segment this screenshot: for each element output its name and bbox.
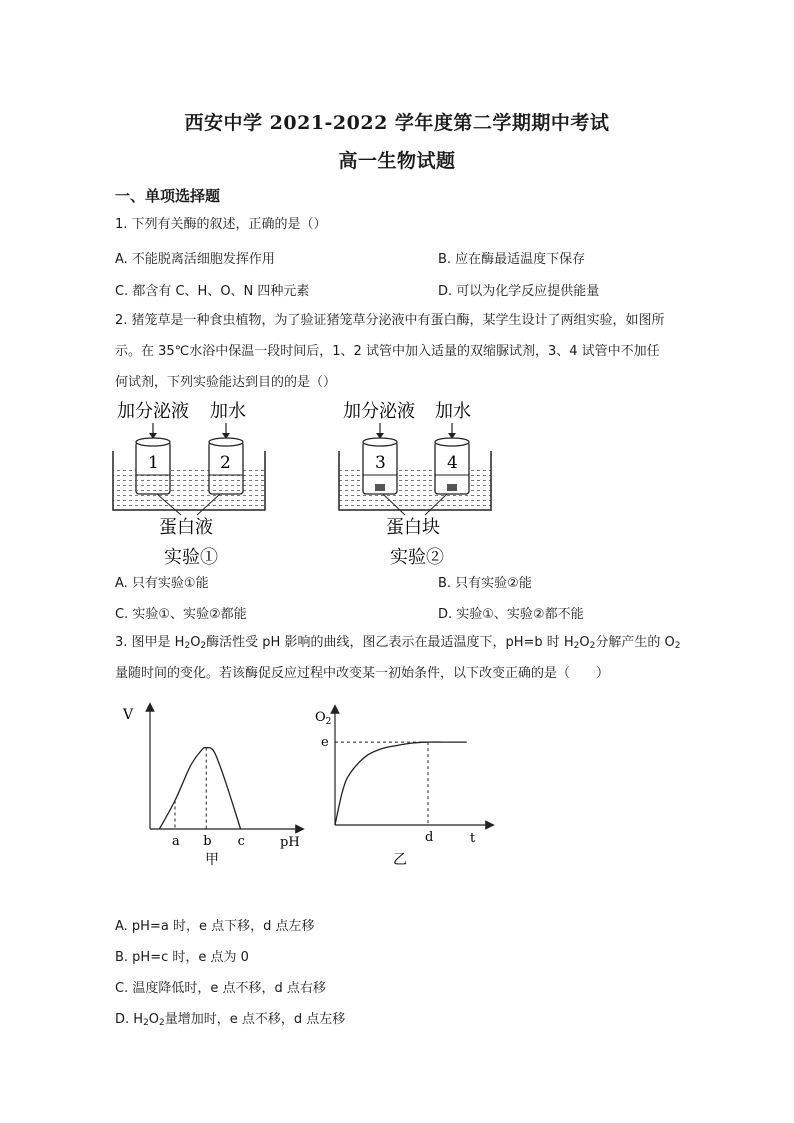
q3-option-d — [115, 1008, 345, 1027]
exp1-tube-1-liquid — [137, 475, 169, 493]
q3-option-d-text-3: 量增加时，e 点不移，d 点左移 — [164, 1012, 346, 1027]
exp2-tube-4-protein-block — [447, 484, 457, 491]
exp2-tube-3-rim — [363, 438, 397, 446]
q3-stem-sub-3: 2 — [573, 641, 580, 651]
exp2-add-secretion-label: 加分泌液 — [343, 401, 415, 422]
exp2-add-water-label: 加水 — [435, 401, 471, 422]
experiment-1 — [113, 401, 265, 568]
q3-option-d-sub-2: 2 — [159, 1018, 165, 1028]
yi-tick-e: e — [321, 735, 329, 751]
jia-y-label: V — [123, 707, 134, 723]
q3-stem-sub-2: 2 — [200, 641, 207, 651]
q3-chart-yi — [305, 697, 505, 872]
section-heading: 一、单项选择题 — [115, 187, 221, 205]
yi-tick-d: d — [425, 830, 434, 845]
jia-marks — [172, 748, 245, 849]
jia-tick-c: c — [237, 834, 245, 849]
exp1-content-label: 蛋白液 — [159, 517, 213, 538]
q1-option-c: C. 都含有 C、H、O、N 四种元素 — [115, 284, 310, 299]
exp2-tube-4-rim — [435, 438, 469, 446]
yi-y-label: $O_2$ — [315, 710, 332, 727]
jia-tick-a: a — [172, 834, 180, 849]
q2-option-d: D. 实验①、实验②都不能 — [438, 607, 584, 622]
q3-stem-sub-1: 2 — [184, 641, 191, 651]
q1-option-d: D. 可以为化学反应提供能量 — [438, 284, 600, 299]
q2-option-a: A. 只有实验①能 — [115, 576, 209, 591]
exam-subtitle: 高一生物试题 — [338, 150, 456, 172]
q2-stem-line1: 2. 猪笼草是一种食虫植物，为了验证猪笼草分泌液中有蛋白酶，某学生设计了两组实验，如图所 — [115, 313, 665, 328]
q3-stem-line1 — [115, 634, 715, 652]
yi-curve — [335, 742, 467, 825]
q3-stem-text-2: O — [190, 635, 201, 650]
jia-x-label: pH — [280, 835, 300, 850]
exp1-add-secretion-label: 加分泌液 — [117, 401, 189, 422]
q2-stem-line3: 何试剂，下列实验能达到目的的是（） — [115, 375, 337, 390]
jia-curve — [159, 748, 240, 829]
yi-title: 乙 — [393, 852, 407, 868]
jia-tick-b: b — [203, 834, 212, 849]
q1-stem: 1. 下列有关酶的叙述，正确的是（） — [115, 217, 327, 232]
exp1-tube-2-label: 2 — [220, 453, 231, 473]
q3-stem-text-1: 3. 图甲是 H — [115, 635, 185, 650]
q2-stem-line2: 示。在 35℃水浴中保温一段时间后，1、2 试管中加入适量的双缩脲试剂，3、4 试管中不加任 — [115, 344, 660, 359]
exp2-content-label: 蛋白块 — [386, 517, 440, 538]
q3-stem-text-4: O — [579, 635, 590, 650]
q3-stem-text-5: 分解产生的 O — [595, 635, 675, 650]
q3-stem-line2: 量随时间的变化。若该酶促反应过程中改变某一初始条件，以下改变正确的是（ ） — [115, 666, 610, 681]
exp1-tube-2-rim — [209, 438, 243, 446]
q3-option-d-sub-1: 2 — [143, 1018, 149, 1028]
experiment-2 — [339, 401, 491, 568]
q3-chart-jia — [115, 697, 310, 872]
q2-option-c: C. 实验①、实验②都能 — [115, 607, 247, 622]
q3-stem-sub-5: 2 — [674, 641, 681, 651]
exp2-tube-3-protein-block — [375, 484, 385, 491]
exp1-add-water-label: 加水 — [210, 401, 246, 422]
yi-marks — [321, 735, 433, 845]
exam-title: 西安中学 2021-2022 学年度第二学期期中考试 — [184, 112, 610, 134]
q1-option-b: B. 应在酶最适温度下保存 — [438, 252, 586, 267]
exp1-tube-2-liquid — [210, 475, 242, 493]
q3-option-b: B. pH=c 时，e 点为 0 — [115, 950, 249, 965]
q3-option-d-text-1: D. H — [115, 1012, 144, 1027]
q3-option-c: C. 温度降低时，e 点不移，d 点右移 — [115, 981, 326, 996]
exp1-tube-1-rim — [136, 438, 170, 446]
q3-stem-text-3: 酶活性受 pH 影响的曲线，图乙表示在最适温度下，pH=b 时 H — [206, 635, 574, 650]
exp2-tube-4-label: 4 — [447, 453, 458, 473]
q3-stem-sub-4: 2 — [589, 641, 596, 651]
exp1-tube-1-label: 1 — [148, 453, 159, 473]
exp1-caption: 实验① — [164, 547, 218, 568]
q2-option-b: B. 只有实验②能 — [438, 576, 532, 591]
q2-experiment-figure — [105, 393, 545, 573]
q3-option-d-text-2: O — [148, 1012, 160, 1027]
yi-x-label: t — [470, 831, 476, 846]
exp2-tube-3-label: 3 — [375, 453, 386, 473]
q1-option-a: A. 不能脱离活细胞发挥作用 — [115, 252, 275, 267]
exp2-caption: 实验② — [390, 547, 444, 568]
jia-title: 甲 — [205, 852, 219, 868]
q3-option-a: A. pH=a 时，e 点下移，d 点左移 — [115, 919, 315, 934]
